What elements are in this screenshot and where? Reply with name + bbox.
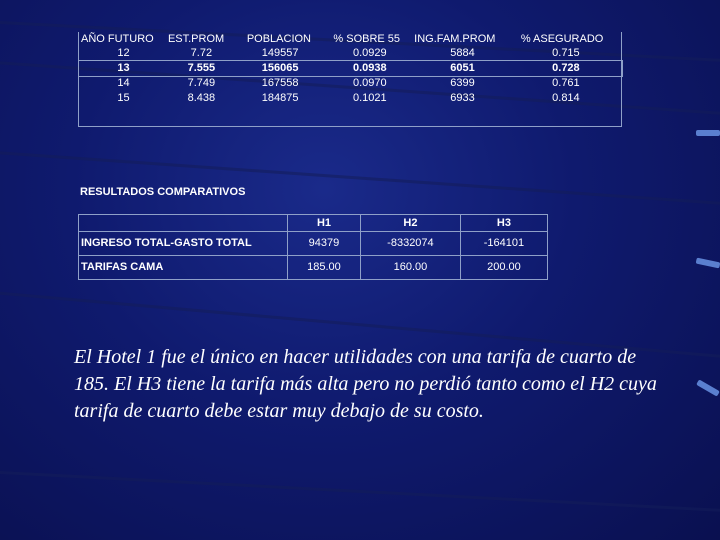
future-projection-table — [78, 32, 622, 127]
table-cell: 5884 — [450, 47, 475, 59]
edge-accent-mark — [696, 130, 720, 136]
table-cell: 14 — [117, 77, 130, 89]
table-row — [79, 46, 622, 61]
table-cell: 7.749 — [187, 77, 216, 89]
table-header-row — [79, 32, 622, 46]
table-cell: 0.761 — [552, 77, 580, 89]
table-cell: 7.72 — [190, 47, 213, 59]
column-header: % SOBRE 55 — [333, 32, 401, 45]
column-header: EST.PROM — [167, 32, 225, 45]
table-cell: 7.555 — [187, 62, 216, 74]
results-title: RESULTADOS COMPARATIVOS — [80, 186, 246, 198]
empty-header-cell — [79, 215, 288, 232]
column-header-h1: H1 — [288, 215, 361, 232]
table-cell: 0.814 — [552, 92, 580, 104]
table-cell: 156065 — [261, 62, 299, 74]
column-header: AÑO FUTURO — [81, 32, 154, 45]
table-cell: 149557 — [261, 47, 299, 59]
table-cell: -8332074 — [360, 232, 460, 256]
table-cell: 160.00 — [360, 256, 460, 280]
table-cell: 185.00 — [288, 256, 361, 280]
column-header: ING.FAM.PROM — [414, 32, 496, 45]
table-row-highlighted — [79, 61, 622, 76]
table-row — [79, 256, 548, 280]
column-header: POBLACION — [246, 32, 311, 45]
results-table — [78, 214, 548, 280]
table-cell: 200.00 — [460, 256, 547, 280]
conclusion-text: El Hotel 1 fue el único en hacer utilidades con una tarifa de cuarto de 185. El H3 tiene la tarifa más alta pero no perdió tanto como el H2 cuya tarifa de cuarto debe estar muy debajo de su costo. — [74, 346, 657, 422]
background-streak — [0, 470, 720, 513]
table-cell: 167558 — [261, 77, 299, 89]
row-label: INGRESO TOTAL-GASTO TOTAL — [79, 232, 288, 256]
table-cell: 184875 — [261, 92, 299, 104]
column-header-h3: H3 — [460, 215, 547, 232]
table-cell: 6933 — [450, 92, 475, 104]
table-row — [79, 91, 622, 106]
table-cell: 0.0970 — [352, 77, 387, 89]
table-cell: 13 — [117, 62, 130, 74]
table-empty-row — [79, 106, 622, 127]
table-cell: 12 — [117, 47, 130, 59]
table-cell: 6399 — [450, 77, 475, 89]
table-cell: 6051 — [450, 62, 475, 74]
table-cell: 0.0938 — [352, 62, 387, 74]
table-cell: 0.715 — [552, 47, 580, 59]
row-label: TARIFAS CAMA — [79, 256, 288, 280]
table-cell: 8.438 — [187, 92, 216, 104]
table-cell — [79, 106, 622, 127]
table-cell: 0.1021 — [352, 92, 387, 104]
table-header-row — [79, 215, 548, 232]
edge-accent-mark — [696, 258, 720, 269]
table-cell: 0.0929 — [352, 47, 387, 59]
table-row — [79, 232, 548, 256]
table-cell: 0.728 — [552, 62, 580, 74]
column-header: % ASEGURADO — [520, 32, 604, 45]
table-cell: -164101 — [460, 232, 547, 256]
table-cell: 15 — [117, 92, 130, 104]
table-row — [79, 76, 622, 91]
edge-accent-mark — [696, 379, 720, 396]
column-header-h2: H2 — [360, 215, 460, 232]
table-cell: 94379 — [288, 232, 361, 256]
